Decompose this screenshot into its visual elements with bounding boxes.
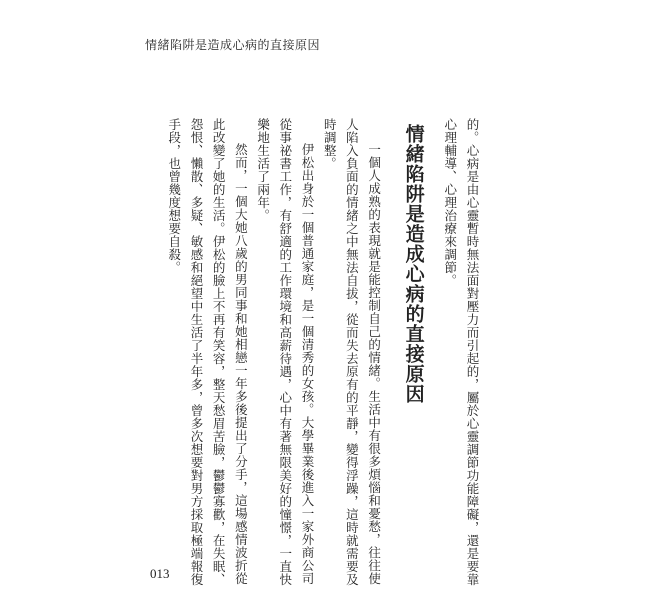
running-header: 情緒陷阱是造成心病的直接原因 xyxy=(145,38,321,52)
section-heading: 情緒陷阱是造成心病的直接原因 xyxy=(402,124,425,404)
paragraph-3: 然而，一個大她八歲的男同事和她相戀一年多後提出了分手，這場感情波折從此改變了她的生活。伊松的臉上不再有笑容，整天愁眉苦臉，鬱鬱寡歡，在失眠、怨恨、懶散、多疑、敏感和絕望中生活了半年多，曾多次想要對男方採取極端報復手段，也曾幾度想要自殺。 xyxy=(166,118,249,586)
paragraph-1: 一個人成熟的表現就是能控制自己的情緒。生活中有很多煩惱和憂愁，往往使人陷入負面的情緒之中無法自拔，從而失去原有的平靜，變得浮躁，這時就需要及時調整。 xyxy=(322,118,382,586)
page-number: 013 xyxy=(150,566,170,581)
continuation-paragraph: 的。心病是由心靈暫時無法面對壓力而引起的，屬於心靈調節功能障礙，還是要靠心理輔導、心理治療來調節。 xyxy=(442,118,480,586)
paragraph-2: 伊松出身於一個普通家庭，是一個清秀的女孩。大學畢業後進入一家外商公司從事祕書工作，有舒適的工作環境和高薪待遇，心中有著無限美好的憧憬，一直快樂地生活了兩年。 xyxy=(255,118,315,586)
body-text xyxy=(166,118,483,588)
